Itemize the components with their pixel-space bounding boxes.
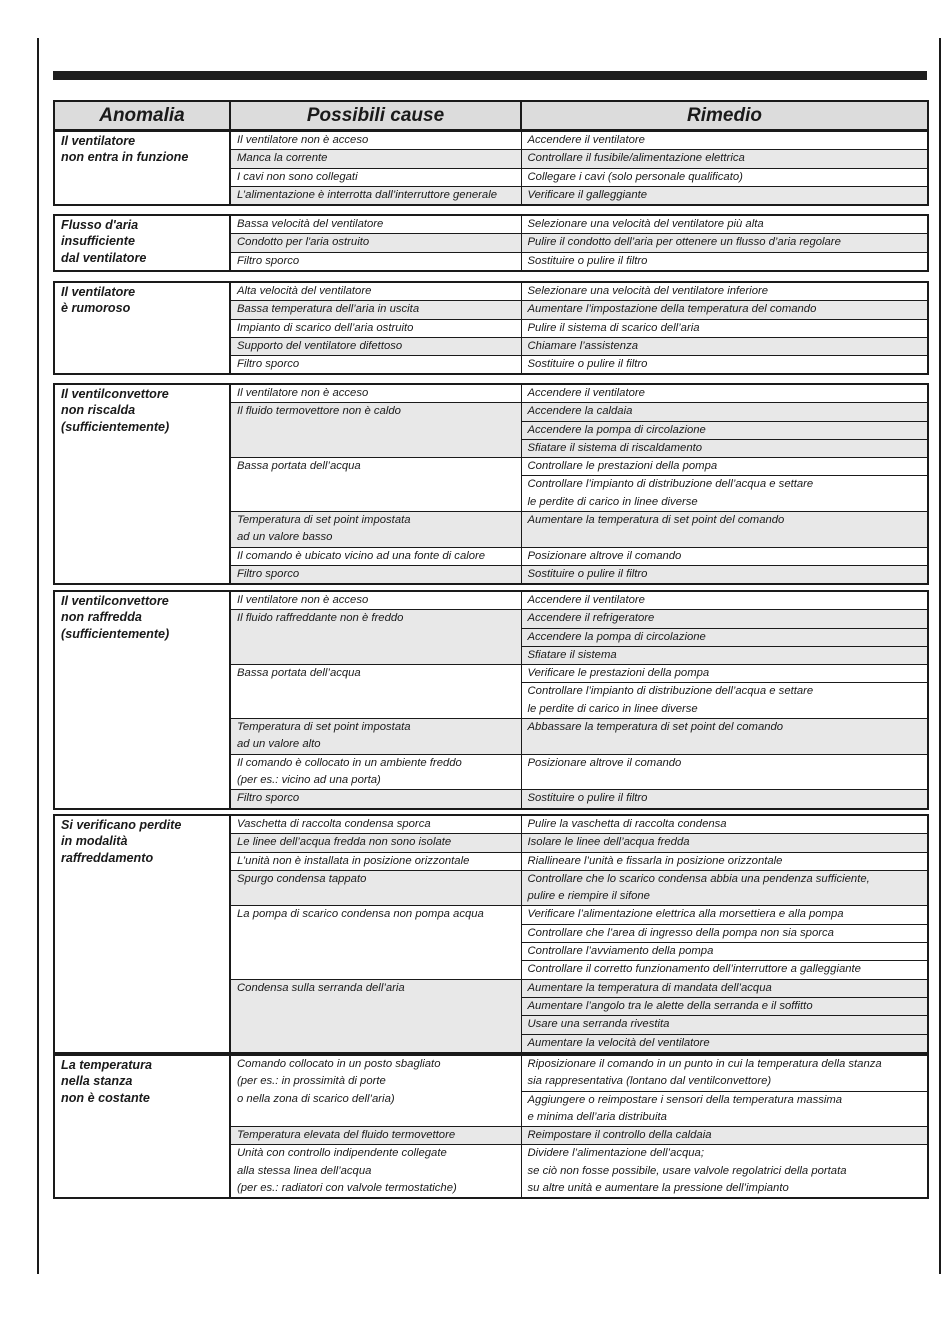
cause-cell: Spurgo condensa tappato [230,870,521,906]
remedy-cell: Reimpostare il controllo della caldaia [521,1127,928,1145]
section-header-bar [53,71,927,80]
remedy-cell: Selezionare una velocità del ventilatore inferiore [521,282,928,301]
remedy-cell: Controllare le prestazioni della pompa [521,458,928,476]
cause-cell: Filtro sporco [230,356,521,375]
cause-cell: Vaschetta di raccolta condensa sporca [230,815,521,834]
anomaly-section [53,814,929,1054]
anomaly-cell: Il ventilconvettore non riscalda (sufficientemente) [54,384,230,584]
cause-cell: Il ventilatore non è acceso [230,591,521,610]
cause-cell: Temperatura di set point impostata ad un valore basso [230,512,521,548]
remedy-cell: Verificare l’alimentazione elettrica alla morsettiera e alla pompa [521,906,928,924]
cause-cell: Condotto per l'aria ostruito [230,234,521,252]
remedy-cell: Sostituire o pulire il filtro [521,790,928,809]
table-row [54,1055,928,1091]
anomaly-cell: Si verificano perdite in modalità raffreddamento [54,815,230,1053]
cause-cell: Temperatura di set point impostata ad un valore alto [230,719,521,755]
remedy-cell: Pulire il sistema di scarico dell’aria [521,319,928,337]
remedy-cell: Verificare le prestazioni della pompa [521,665,928,683]
remedy-cell: Aumentare la velocità del ventilatore [521,1034,928,1053]
cause-cell: Le linee dell’acqua fredda non sono isolate [230,834,521,852]
remedy-cell: Aggiungere o reimpostare i sensori della temperatura massima e minima dell’aria distribuita [521,1091,928,1127]
cause-cell: Bassa velocità del ventilatore [230,215,521,234]
anomaly-cell: La temperatura nella stanza non è costante [54,1055,230,1198]
remedy-cell: Posizionare altrove il comando [521,754,928,790]
remedy-cell: Controllare l’impianto di distribuzione dell’acqua e settare le perdite di carico in linee diverse [521,683,928,719]
anomaly-section [53,383,929,585]
anomaly-cell: Il ventilatore non entra in funzione [54,131,230,205]
anomaly-section [53,590,929,810]
cause-cell: Il comando è collocato in un ambiente freddo (per es.: vicino ad una porta) [230,754,521,790]
remedy-cell: Riposizionare il comando in un punto in cui la temperatura della stanza sia rappresentativa (lontano dal ventilconvettore) [521,1055,928,1091]
header-row [54,101,928,130]
remedy-cell: Abbassare la temperatura di set point del comando [521,719,928,755]
page-margin-line-left [37,38,39,1274]
cause-cell: Bassa portata dell’acqua [230,458,521,512]
table-row [54,591,928,610]
remedy-cell: Accendere la pompa di circolazione [521,628,928,646]
cause-cell: Alta velocità del ventilatore [230,282,521,301]
column-header-possibili-cause: Possibili cause [230,101,521,130]
remedy-cell: Aumentare la temperatura di mandata dell’acqua [521,979,928,997]
column-header-anomalia: Anomalia [54,101,230,130]
cause-cell: Condensa sulla serranda dell’aria [230,979,521,1053]
remedy-cell: Accendere la pompa di circolazione [521,421,928,439]
remedy-cell: Pulire la vaschetta di raccolta condensa [521,815,928,834]
cause-cell: I cavi non sono collegati [230,168,521,186]
anomaly-section [53,214,929,272]
remedy-cell: Sostituire o pulire il filtro [521,565,928,584]
remedy-cell: Sfiatare il sistema [521,646,928,664]
remedy-cell: Aumentare l’angolo tra le alette della serranda e il soffitto [521,997,928,1015]
cause-cell: Il fluido termovettore non è caldo [230,403,521,458]
cause-cell: Manca la corrente [230,150,521,168]
remedy-cell: Selezionare una velocità del ventilatore più alta [521,215,928,234]
anomaly-cell: Flusso d'aria insufficiente dal ventilatore [54,215,230,271]
cause-cell: Comando collocato in un posto sbagliato (per es.: in prossimità di porte o nella zona di scarico dell’aria) [230,1055,521,1127]
cause-cell: Il comando è ubicato vicino ad una fonte di calore [230,547,521,565]
cause-cell: Filtro sporco [230,252,521,271]
remedy-cell: Sostituire o pulire il filtro [521,356,928,375]
remedy-cell: Usare una serranda rivestita [521,1016,928,1034]
remedy-cell: Chiamare l’assistenza [521,337,928,355]
remedy-cell: Sfiatare il sistema di riscaldamento [521,439,928,457]
remedy-cell: Accendere la caldaia [521,403,928,421]
remedy-cell: Dividere l’alimentazione dell’acqua; se ciò non fosse possibile, usare valvole regolatrici della portata su altre unità e aumentare la pressione dell’impianto [521,1145,928,1198]
cause-cell: Unità con controllo indipendente collegate alla stessa linea dell’acqua (per es.: radiatori con valvole termostatiche) [230,1145,521,1198]
cause-cell: Impianto di scarico dell’aria ostruito [230,319,521,337]
cause-cell: Filtro sporco [230,565,521,584]
remedy-cell: Accendere il ventilatore [521,131,928,150]
cause-cell: Il ventilatore non è acceso [230,131,521,150]
remedy-cell: Verificare il galleggiante [521,186,928,205]
troubleshooting-table-header [53,100,929,131]
remedy-cell: Controllare l’impianto di distribuzione dell’acqua e settare le perdite di carico in linee diverse [521,476,928,512]
remedy-cell: Isolare le linee dell’acqua fredda [521,834,928,852]
cause-cell: L’unità non è installata in posizione orizzontale [230,852,521,870]
cause-cell: Il ventilatore non è acceso [230,384,521,403]
remedy-cell: Sostituire o pulire il filtro [521,252,928,271]
remedy-cell: Pulire il condotto dell’aria per ottenere un flusso d’aria regolare [521,234,928,252]
remedy-cell: Aumentare la temperatura di set point del comando [521,512,928,548]
anomaly-cell: Il ventilconvettore non raffredda (sufficientemente) [54,591,230,809]
anomaly-section [53,281,929,375]
remedy-cell: Controllare l’avviamento della pompa [521,943,928,961]
cause-cell: Supporto del ventilatore difettoso [230,337,521,355]
cause-cell: La pompa di scarico condensa non pompa acqua [230,906,521,979]
column-header-rimedio: Rimedio [521,101,928,130]
cause-cell: Il fluido raffreddante non è freddo [230,610,521,665]
table-row [54,384,928,403]
cause-cell: Filtro sporco [230,790,521,809]
remedy-cell: Accendere il ventilatore [521,384,928,403]
table-row [54,282,928,301]
cause-cell: Bassa temperatura dell’aria in uscita [230,301,521,319]
remedy-cell: Controllare che l’area di ingresso della pompa non sia sporca [521,924,928,942]
anomaly-cell: Il ventilatore è rumoroso [54,282,230,374]
cause-cell: L’alimentazione è interrotta dall’interruttore generale [230,186,521,205]
remedy-cell: Controllare che lo scarico condensa abbia una pendenza sufficiente, pulire e riempire il sifone [521,870,928,906]
remedy-cell: Controllare il fusibile/alimentazione elettrica [521,150,928,168]
remedy-cell: Accendere il ventilatore [521,591,928,610]
table-row [54,815,928,834]
remedy-cell: Controllare il corretto funzionamento dell’interruttore a galleggiante [521,961,928,979]
anomaly-section [53,1054,929,1199]
table-row [54,131,928,150]
cause-cell: Temperatura elevata del fluido termovettore [230,1127,521,1145]
page-margin-line-right [939,38,941,1274]
remedy-cell: Posizionare altrove il comando [521,547,928,565]
remedy-cell: Aumentare l’impostazione della temperatura del comando [521,301,928,319]
remedy-cell: Collegare i cavi (solo personale qualificato) [521,168,928,186]
cause-cell: Bassa portata dell’acqua [230,665,521,719]
remedy-cell: Riallineare l’unità e fissarla in posizione orizzontale [521,852,928,870]
table-row [54,215,928,234]
anomaly-section [53,130,929,206]
remedy-cell: Accendere il refrigeratore [521,610,928,628]
